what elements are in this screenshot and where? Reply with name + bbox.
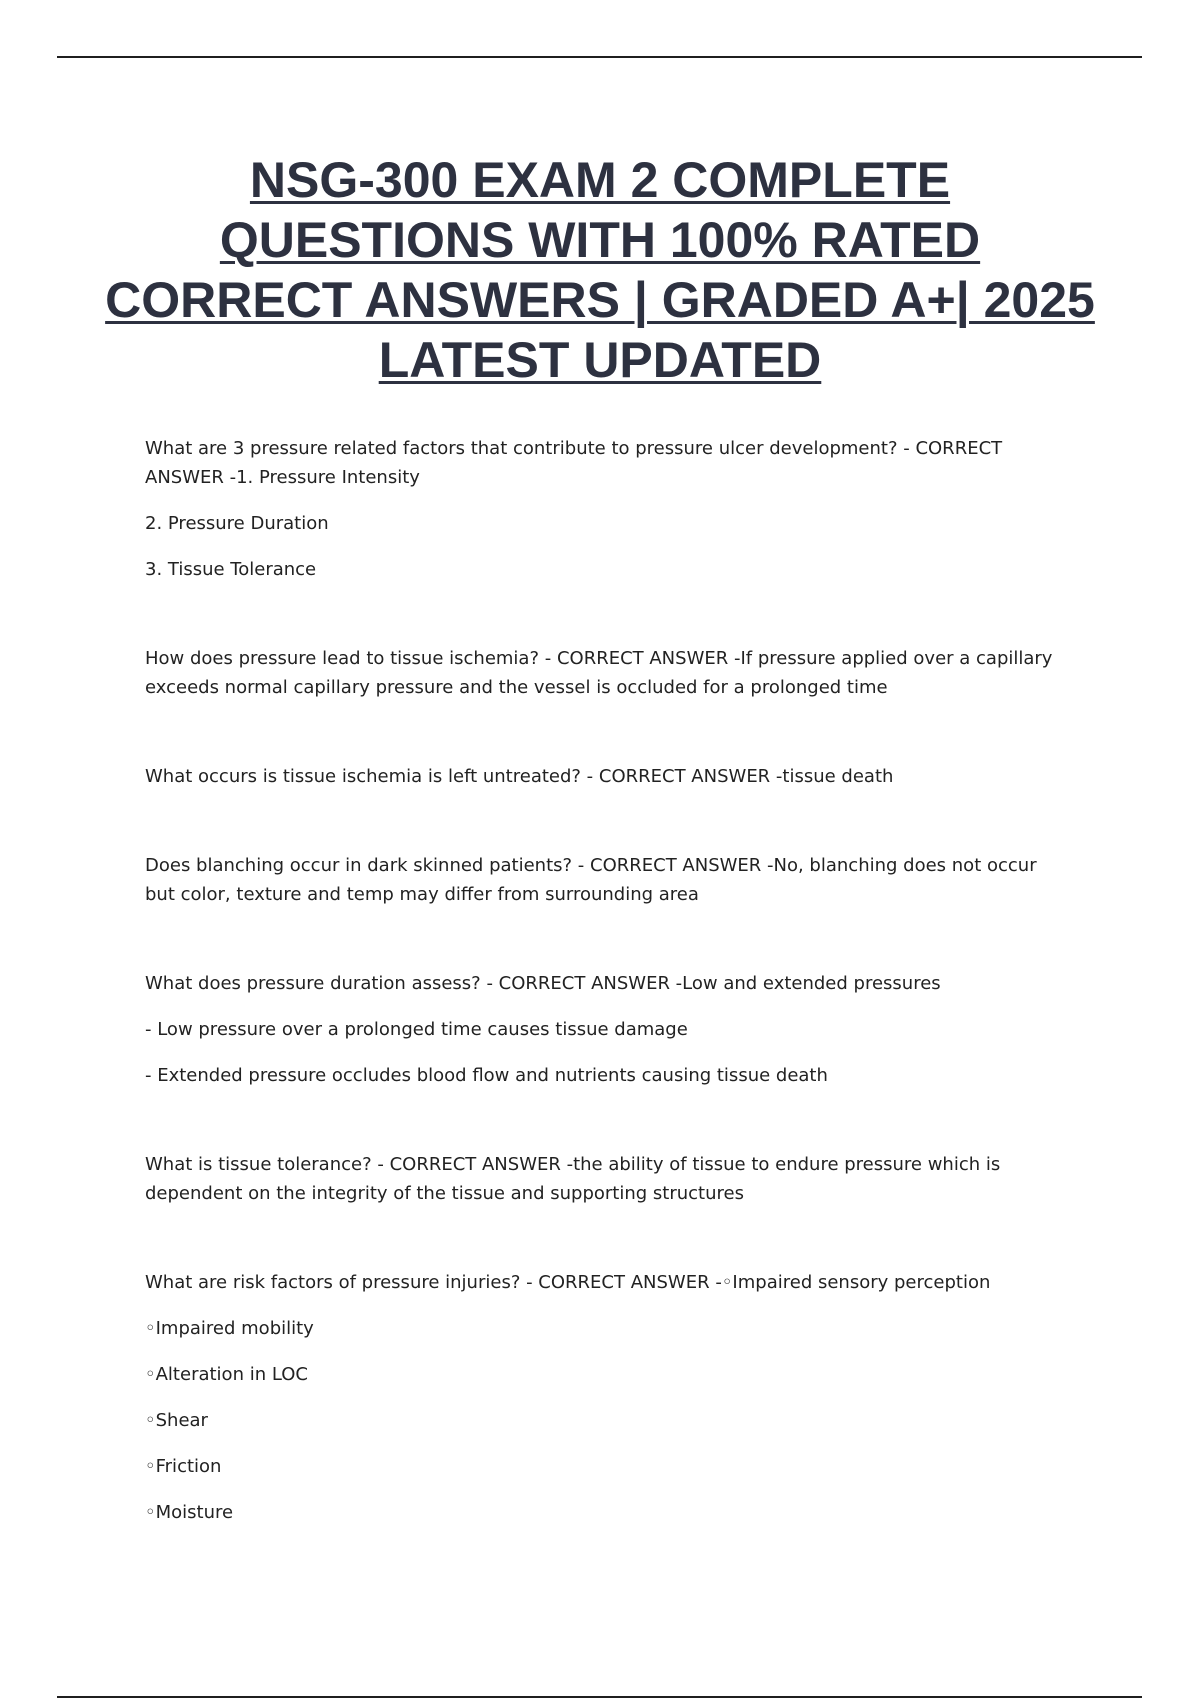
question-answer-text: What are 3 pressure related factors that contribute to pressure ulcer development? - CORRECT ANSWER -1. Pressure Intensity xyxy=(145,438,1003,488)
document-title: NSG-300 EXAM 2 COMPLETE QUESTIONS WITH 100% RATED CORRECT ANSWERS | GRADED A+| 2025 LATEST UPDATED xyxy=(105,152,1095,388)
answer-item: ◦Alteration in LOC xyxy=(145,1364,308,1385)
qa-block-2 xyxy=(145,644,1060,702)
answer-item: ◦Shear xyxy=(145,1410,208,1431)
answer-item: - Low pressure over a prolonged time causes tissue damage xyxy=(145,1019,688,1040)
answer-item: ◦Impaired mobility xyxy=(145,1318,314,1339)
qa-block-7 xyxy=(145,1268,1060,1527)
document-body xyxy=(145,434,1060,1587)
qa-block-3 xyxy=(145,762,1060,791)
question-answer-text: What is tissue tolerance? - CORRECT ANSWER -the ability of tissue to endure pressure which is dependent on the integrity of the tissue and supporting structures xyxy=(145,1154,1001,1204)
qa-block-4 xyxy=(145,851,1060,909)
bottom-rule xyxy=(57,1696,1142,1698)
answer-item: ◦Friction xyxy=(145,1456,222,1477)
answer-item: 2. Pressure Duration xyxy=(145,513,329,534)
qa-block-1 xyxy=(145,434,1060,584)
question-answer-text: Does blanching occur in dark skinned patients? - CORRECT ANSWER -No, blanching does not occur but color, texture and temp may differ from surrounding area xyxy=(145,855,1037,905)
question-answer-text: What are risk factors of pressure injuries? - CORRECT ANSWER -◦Impaired sensory perception xyxy=(145,1272,991,1293)
question-answer-text: What does pressure duration assess? - CORRECT ANSWER -Low and extended pressures xyxy=(145,973,941,994)
qa-block-5 xyxy=(145,969,1060,1090)
question-answer-text: What occurs is tissue ischemia is left untreated? - CORRECT ANSWER -tissue death xyxy=(145,766,894,787)
top-rule xyxy=(57,56,1142,58)
answer-item: ◦Moisture xyxy=(145,1502,234,1523)
question-answer-text: How does pressure lead to tissue ischemia? - CORRECT ANSWER -If pressure applied over a capillary exceeds normal capillary pressure and the vessel is occluded for a prolonged time xyxy=(145,648,1053,698)
answer-item: 3. Tissue Tolerance xyxy=(145,559,317,580)
answer-item: - Extended pressure occludes blood flow and nutrients causing tissue death xyxy=(145,1065,828,1086)
qa-block-6 xyxy=(145,1150,1060,1208)
